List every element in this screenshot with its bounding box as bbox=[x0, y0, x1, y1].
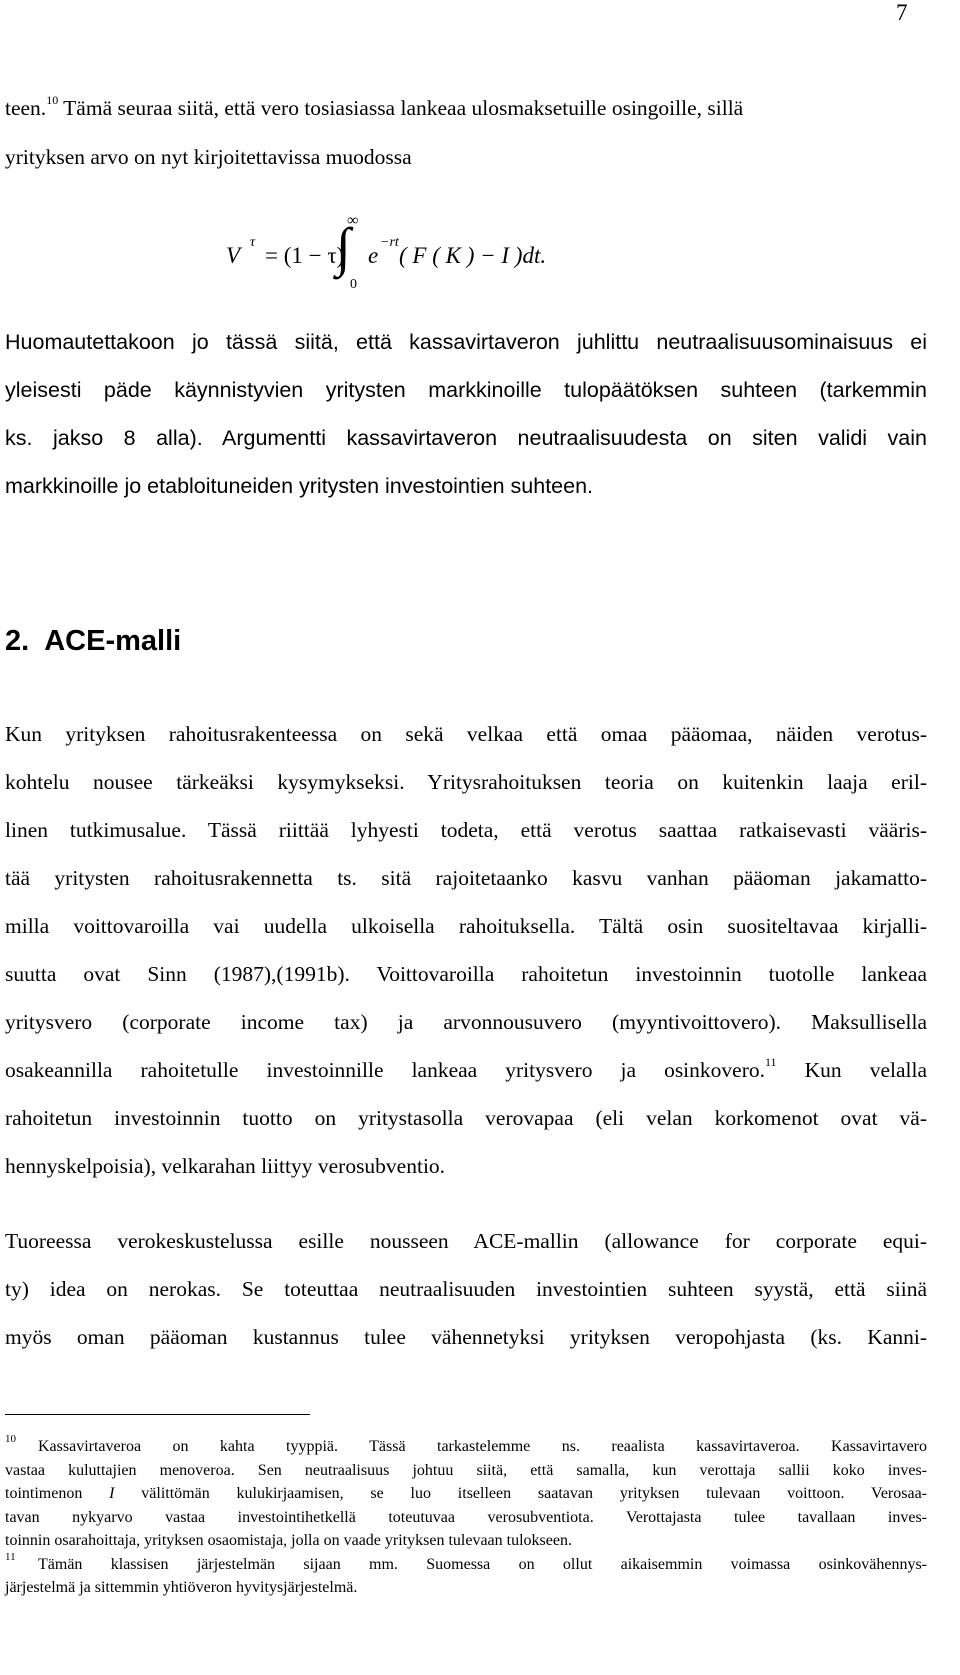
sans-line-1: Huomautettakoon jo tässä siitä, että kassavirtaveron juhlittu neutraalisuusominaisuus ei bbox=[5, 330, 927, 354]
para1-line-8 bbox=[5, 1055, 927, 1082]
para1-line-9: rahoitetun investoinnin tuotto on yritystasolla verovapaa (eli velan korkomenot ovat vä- bbox=[5, 1106, 927, 1130]
equation-lhs: V bbox=[226, 243, 241, 268]
footnote-10-line-2: vastaa kuluttajien menoveroa. Sen neutraalisuus johtuu siitä, että samalla, kun verottaja sallii koko inves- bbox=[5, 1462, 927, 1479]
footnote-separator bbox=[5, 1414, 310, 1415]
footnote-10-number: 10 bbox=[5, 1433, 16, 1445]
sans-line-3: ks. jakso 8 alla). Argumentti kassavirtaveron neutraalisuudesta on siten validi vain bbox=[5, 426, 927, 450]
para1-line-6: suutta ovat Sinn (1987),(1991b). Voittovaroilla rahoitetun investoinnin tuotolle lankeaa bbox=[5, 962, 927, 986]
exponential-base: e bbox=[368, 243, 379, 268]
footnote-ref-11[interactable]: 11 bbox=[765, 1055, 777, 1069]
section-heading: 2. ACE-malli bbox=[5, 625, 182, 657]
equation-body: ( F ( K ) − I )dt. bbox=[399, 243, 547, 268]
footnote-11-line-2: järjestelmä ja sittemmin yhtiöveron hyvitysjärjestelmä. bbox=[5, 1579, 358, 1596]
footnote-10-line-3-i: I bbox=[109, 1485, 115, 1502]
para1-line-7: yritysvero (corporate income tax) ja arvonnousuvero (myyntivoittovero). Maksullisella bbox=[5, 1010, 927, 1034]
sans-line-4: markkinoille jo etabloituneiden yritysten investointien suhteen. bbox=[5, 474, 594, 498]
footnote-10-line-5: toinnin osarahoittaja, yrityksen osaomistaja, jolla on vaade yrityksen tulevaan tulokseen. bbox=[5, 1532, 572, 1549]
page-number: 7 bbox=[896, 0, 908, 25]
para1-line-8-text: osakeannilla rahoitetulle investoinnille lankeaa yritysvero ja osinkovero. bbox=[5, 1058, 765, 1082]
footnote-10-line-3 bbox=[5, 1486, 927, 1502]
para1-line-4: tää yritysten rahoitusrakennetta ts. sitä rajoitetaanko kasvu vanhan pääoman jakamatto- bbox=[5, 866, 927, 890]
para2-line-3: myös oman pääoman kustannus tulee vähennetyksi yrityksen veropohjasta (ks. Kanni- bbox=[5, 1325, 927, 1349]
footnote-11-line-1: Tämän klassisen järjestelmän sijaan mm. Suomessa on ollut aikaisemmin voimassa osinkovähennys- bbox=[38, 1556, 927, 1573]
intro-line-1 bbox=[5, 93, 744, 120]
para1-line-8-rest: Kun velalla bbox=[776, 1058, 927, 1082]
para2-line-1: Tuoreessa verokeskustelussa esille nousseen ACE-mallin (allowance for corporate equi- bbox=[5, 1229, 927, 1253]
para1-line-3: linen tutkimusalue. Tässä riittää lyhyesti todeta, että verotus saattaa ratkaisevasti vääris- bbox=[5, 818, 927, 842]
para1-line-10: hennyskelpoisia), velkarahan liittyy verosubventio. bbox=[5, 1154, 446, 1178]
intro-text-rest: Tämä seuraa siitä, että vero tosiasiassa lankeaa ulosmaksetuille osingoille, sillä bbox=[58, 96, 744, 120]
para1-line-2: kohtelu nousee tärkeäksi kysymykseksi. Yritysrahoituksen teoria on kuitenkin laaja eril- bbox=[5, 770, 927, 794]
equation-lhs-superscript: τ bbox=[250, 235, 256, 250]
integral-upper-limit: ∞ bbox=[347, 212, 359, 229]
footnote-10-line-1: Kassavirtaveroa on kahta tyyppiä. Tässä tarkastelemme ns. reaalista kassavirtaveroa. Kassavirtavero bbox=[38, 1438, 927, 1455]
para1-line-5: milla voittovaroilla vai uudella ulkoisella rahoituksella. Tältä osin suositeltavaa kirjalli- bbox=[5, 914, 927, 938]
footnote-ref-10[interactable]: 10 bbox=[46, 93, 59, 107]
footnote-10-line-3-a: tointimenon bbox=[5, 1485, 110, 1502]
exponential-superscript: −rt bbox=[380, 235, 399, 250]
integral-lower-limit: 0 bbox=[350, 277, 357, 292]
intro-text-start: teen. bbox=[5, 96, 47, 120]
integral-sign: ∫ bbox=[336, 217, 351, 277]
footnote-10-line-3-b: välittömän kulukirjaamisen, se luo itselleen saatavan yrityksen tulevaan voittoon. Verosaa- bbox=[114, 1485, 928, 1502]
sans-line-2: yleisesti päde käynnistyvien yritysten markkinoille tulopäätöksen suhteen (tarkemmin bbox=[5, 378, 927, 402]
para2-line-2: ty) idea on nerokas. Se toteuttaa neutraalisuuden investointien suhteen syystä, että siinä bbox=[5, 1277, 927, 1301]
intro-line-2: yrityksen arvo on nyt kirjoitettavissa muodossa bbox=[5, 145, 412, 169]
footnote-11-number: 11 bbox=[5, 1551, 16, 1563]
footnote-10-line-4: tavan nykyarvo vastaa investointihetkellä toteutuvaa verosubventiota. Verottajasta tulee tavallaan inves- bbox=[5, 1509, 927, 1526]
equation-factor: = (1 − τ) bbox=[265, 243, 345, 268]
para1-line-1: Kun yrityksen rahoitusrakenteessa on sekä velkaa että omaa pääomaa, näiden verotus- bbox=[5, 722, 927, 746]
